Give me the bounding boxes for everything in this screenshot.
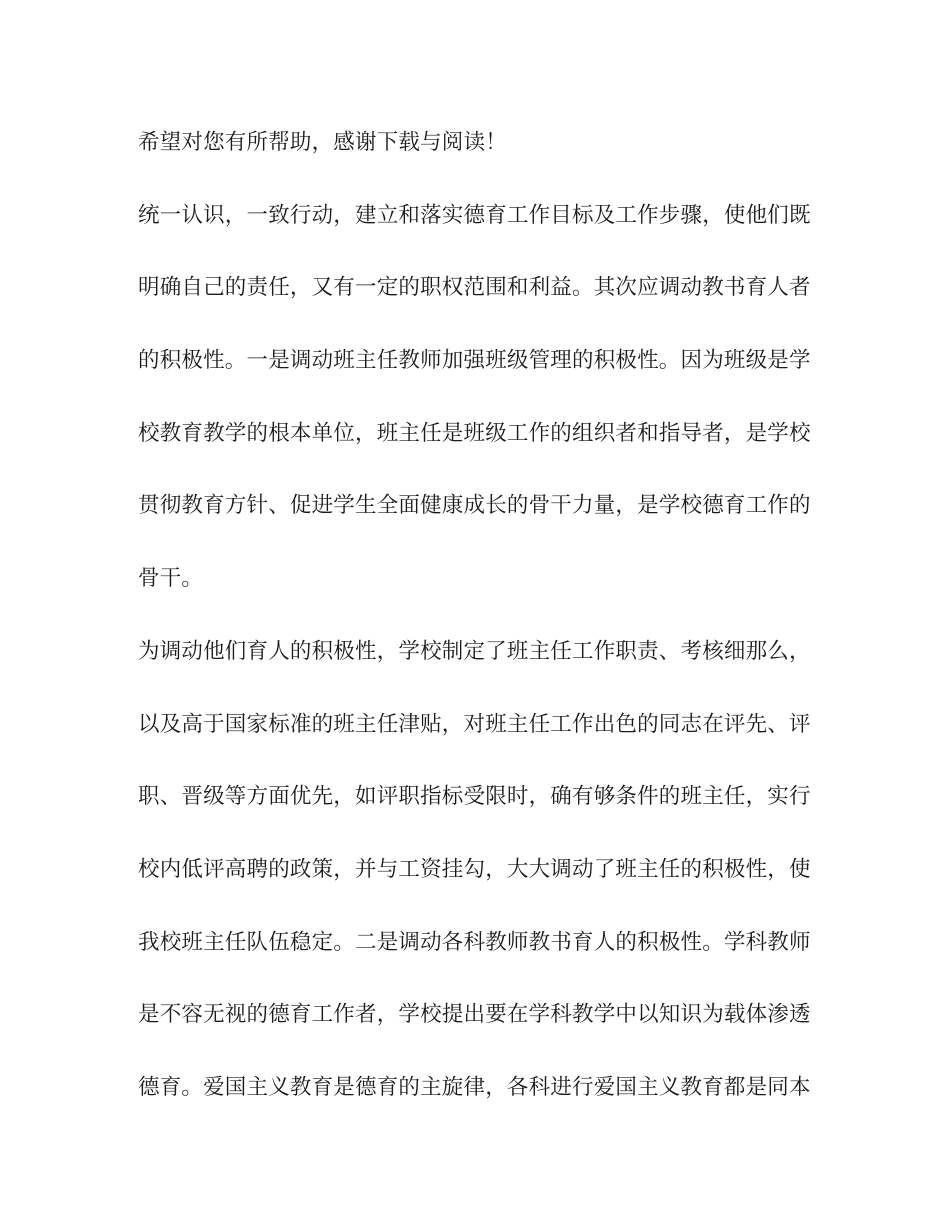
text-line: 的积极性。一是调动班主任教师加强班级管理的积极性。因为班级是学 bbox=[138, 348, 811, 374]
text-line: 职、晋级等方面优先，如评职指标受限时，确有够条件的班主任，实行 bbox=[138, 784, 811, 810]
text-line: 德育。爱国主义教育是德育的主旋律，各科进行爱国主义教育都是同本 bbox=[138, 1074, 811, 1100]
text-line: 骨干。 bbox=[138, 566, 204, 592]
text-line: 希望对您有所帮助，感谢下载与阅读！ bbox=[138, 130, 507, 155]
text-line: 校教育教学的根本单位，班主任是班级工作的组织者和指导者，是学校 bbox=[138, 420, 811, 446]
text-line: 是不容无视的德育工作者，学校提出要在学科教学中以知识为载体渗透 bbox=[138, 1002, 811, 1028]
text-line: 以及高于国家标准的班主任津贴，对班主任工作出色的同志在评先、评 bbox=[138, 711, 811, 737]
document-body bbox=[138, 120, 818, 1138]
text-line: 我校班主任队伍稳定。二是调动各科教师教书育人的积极性。学科教师 bbox=[138, 929, 811, 955]
text-line: 为调动他们育人的积极性，学校制定了班主任工作职责、考核细那么， bbox=[138, 638, 811, 664]
text-line: 明确自己的责任，又有一定的职权范围和利益。其次应调动教书育人者 bbox=[138, 275, 811, 301]
text-line: 贯彻教育方针、促进学生全面健康成长的骨干力量，是学校德育工作的 bbox=[138, 493, 811, 519]
text-line: 统一认识，一致行动，建立和落实德育工作目标及工作步骤，使他们既 bbox=[138, 202, 811, 228]
text-line: 校内低评高聘的政策，并与工资挂勾，大大调动了班主任的积极性，使 bbox=[138, 856, 811, 882]
